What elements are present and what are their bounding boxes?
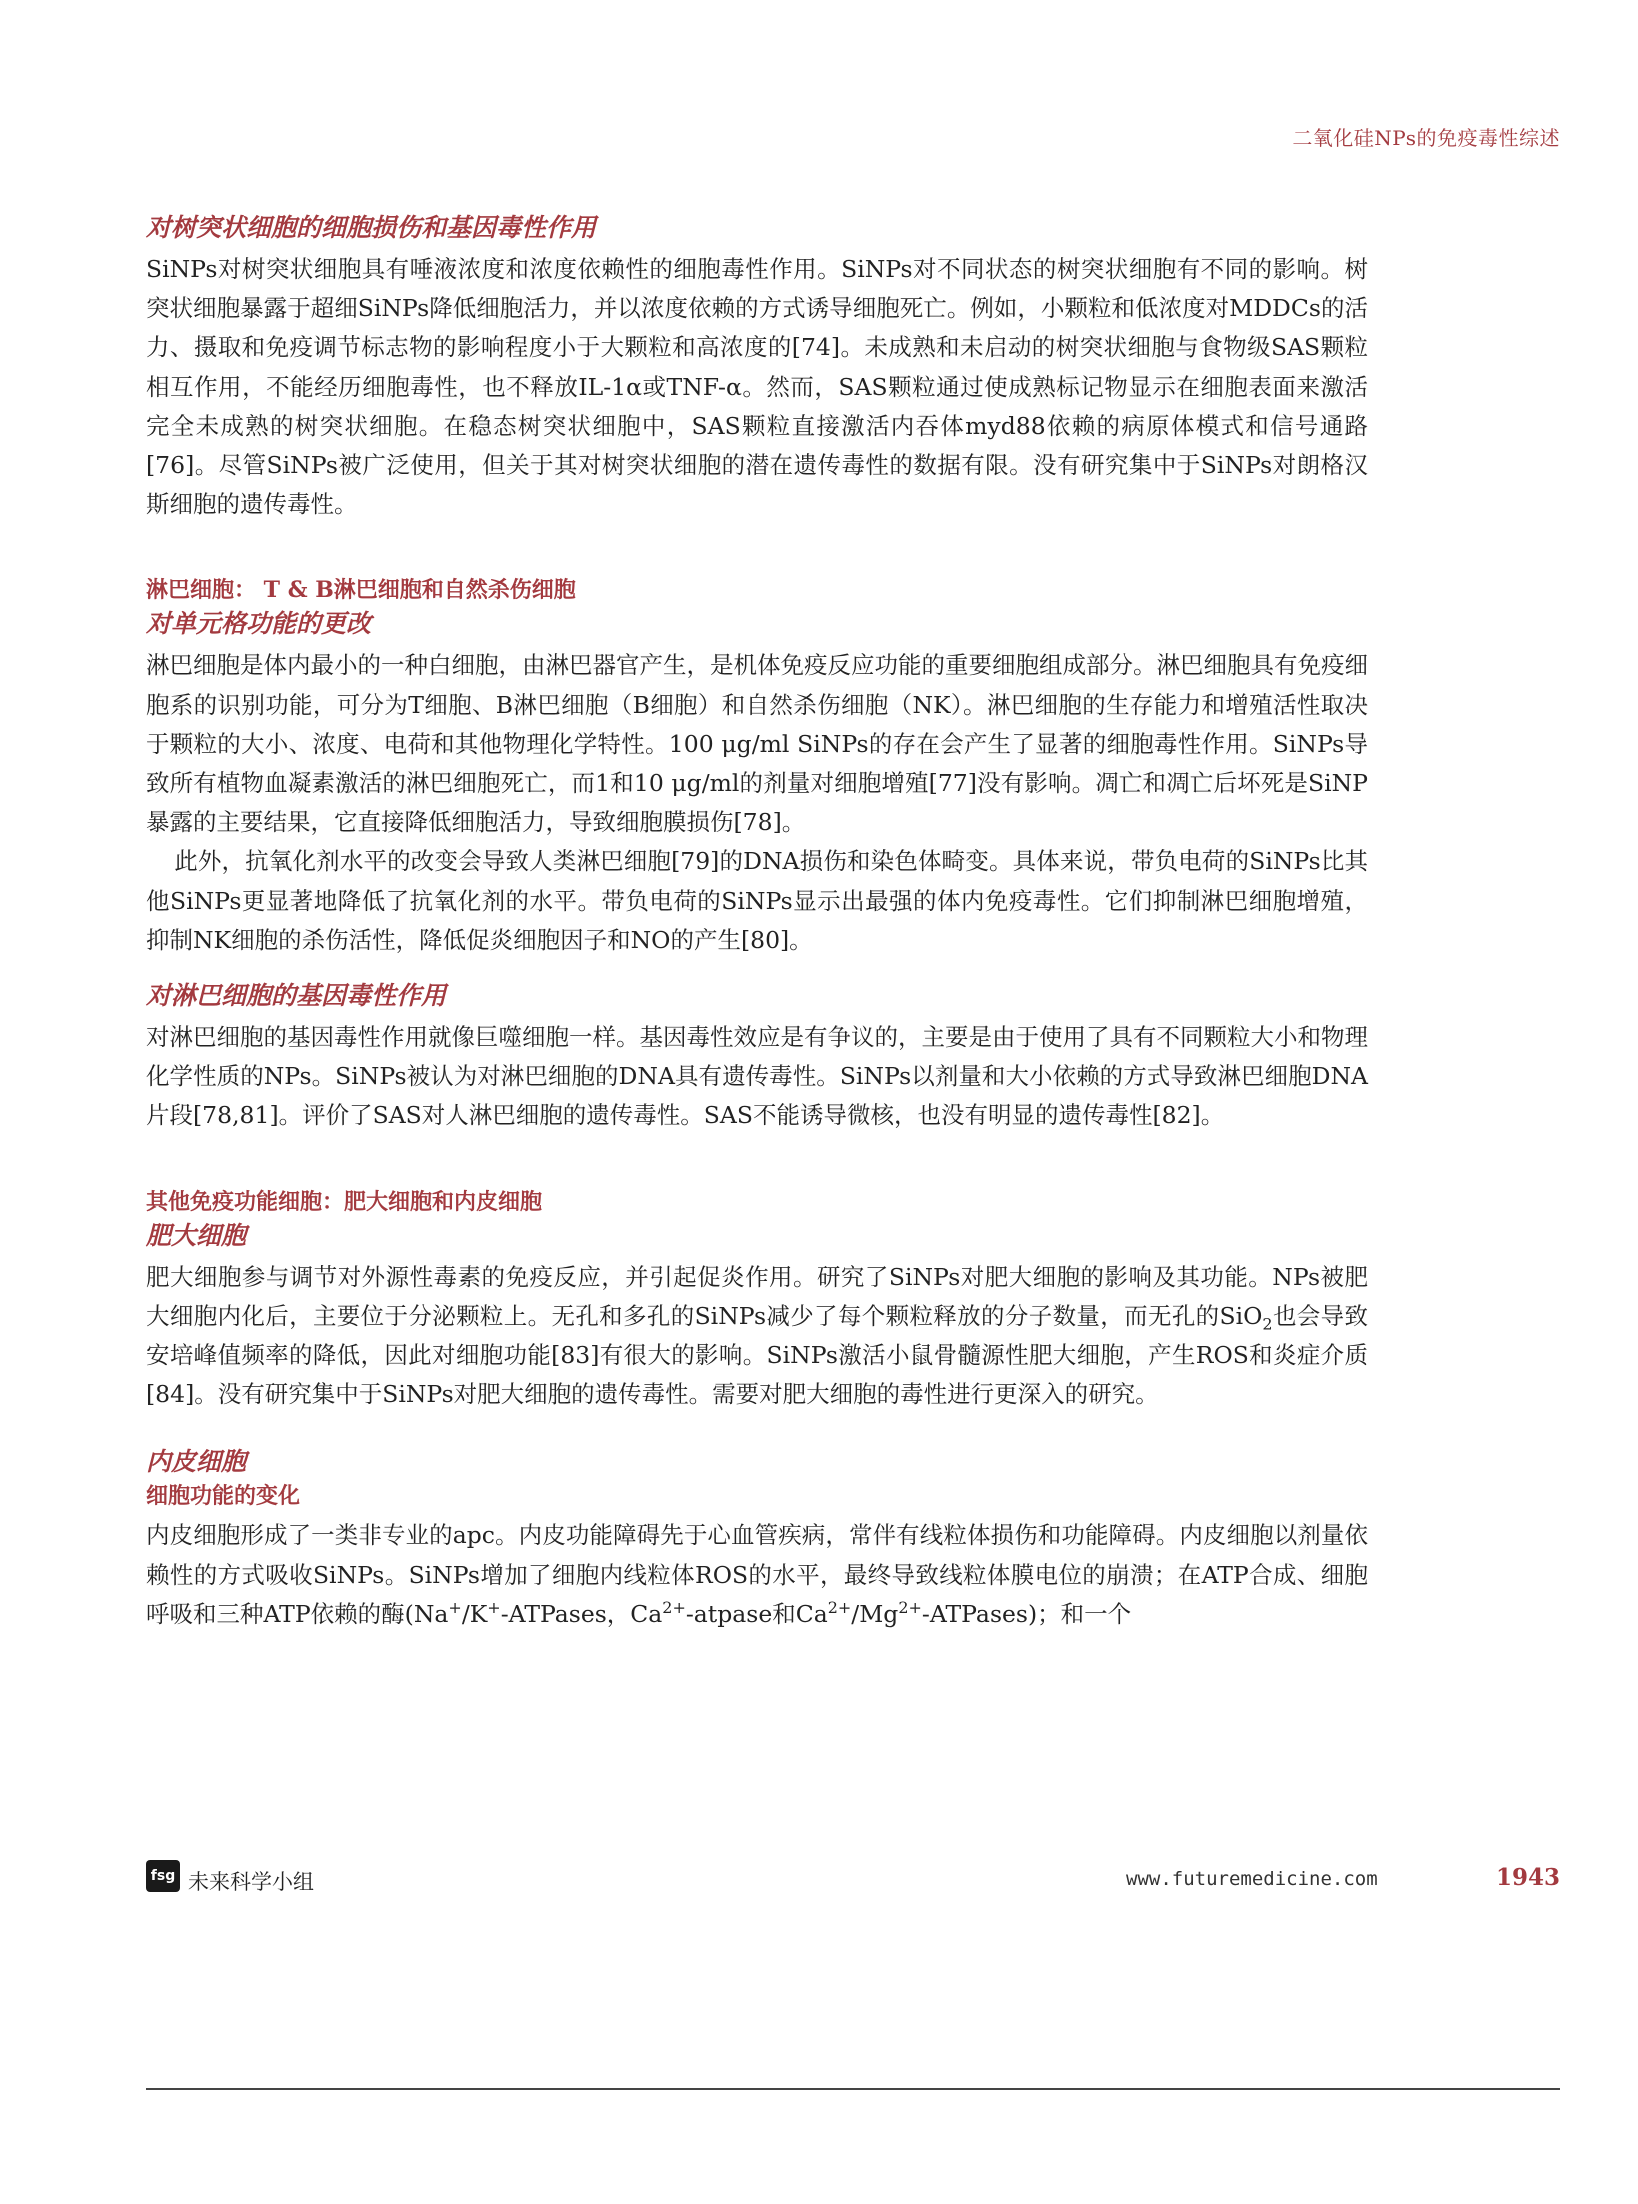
- heading-dendritic-cells: 对树突状细胞的细胞损伤和基因毒性作用: [146, 213, 597, 242]
- website-link[interactable]: www.futuremedicine.com: [1126, 1868, 1378, 1890]
- paragraph-lymphocytes-1: 淋巴细胞是体内最小的一种白细胞，由淋巴器官产生，是机体免疫反应功能的重要细胞组成部分。淋巴细胞具有免疫细胞系的识别功能，可分为T细胞、B淋巴细胞（B细胞）和自然杀伤细胞（NK）。淋巴细胞的生存能力和增殖活性取决于颗粒的大小、浓度、电荷和其他物理化学特性。100 μg/ml SiNPs的存在会产生了显著的细胞毒性作用。SiNPs导致所有植物血凝素激活的淋巴细胞死亡，而1和10 μg/ml的剂量对细胞增殖[77]没有影响。凋亡和凋亡后坏死是SiNP暴露的主要结果，它直接降低细胞活力，导致细胞膜损伤[78]。: [146, 651, 1368, 837]
- paragraph-mast-cells: 肥大细胞参与调节对外源性毒素的免疫反应，并引起促炎作用。研究了SiNPs对肥大细胞的影响及其功能。NPs被肥大细胞内化后，主要位于分泌颗粒上。无孔和多孔的SiNPs减少了每个颗粒释放的分子数量，而无孔的SiO$_2$也会导致安培峰值频率的降低，因此对细胞功能[83]有很大的影响。SiNPs激活小鼠骨髓源性肥大细胞，产生ROS和炎症介质[84]。没有研究集中于SiNPs对肥大细胞的遗传毒性。需要对肥大细胞的毒性进行更深入的研究。: [146, 1262, 1368, 1409]
- paragraph-lymphocytes-2: 此外，抗氧化剂水平的改变会导致人类淋巴细胞[79]的DNA损伤和染色体畸变。具体来说，带负电荷的SiNPs比其他SiNPs更显著地降低了抗氧化剂的水平。带负电荷的SiNPs显示出最强的体内免疫毒性。它们抑制淋巴细胞增殖，抑制NK细胞的杀伤活性，降低促炎细胞因子和NO的产生[80]。: [146, 847, 1368, 954]
- fsg-logo: fsg: [146, 1860, 180, 1892]
- publisher-name: 未来科学小组: [188, 1870, 314, 1894]
- heading-lymph-genotoxicity: 对淋巴细胞的基因毒性作用: [146, 981, 447, 1011]
- heading-cell-function: 对单元格功能的更改: [146, 609, 372, 639]
- paragraph-endothelial-cells: 内皮细胞形成了一类非专业的apc。内皮功能障碍先于心血管疾病，常伴有线粒体损伤和功能障碍。内皮细胞以剂量依赖性的方式吸收SiNPs。SiNPs增加了细胞内线粒体ROS的水平，最终导致线粒体膜电位的崩溃；在ATP合成、细胞呼吸和三种ATP依赖的酶(Na+/K+-ATPases，$Ca^{2+}$-atpase和$Ca^{2+}/Mg^{2+}-ATPases$)；和一个: [146, 1521, 1368, 1628]
- section-other-immune-cells: 其他免疫功能细胞：肥大细胞和内皮细胞: [146, 1188, 543, 1215]
- heading-mast-cells: 肥大细胞: [146, 1220, 247, 1250]
- running-title: 二氧化硅NPs的免疫毒性综述: [1292, 126, 1560, 150]
- heading-endothelial-cells: 内皮细胞: [146, 1447, 247, 1477]
- page-footer: [146, 1860, 1560, 1900]
- subheading-cell-function-changes: 细胞功能的变化: [146, 1483, 301, 1510]
- section-lymphocytes: 淋巴细胞： T & B淋巴细胞和自然杀伤细胞: [146, 577, 576, 604]
- page-number: 1943: [1495, 1864, 1560, 1891]
- footer-divider: [146, 2088, 1560, 2090]
- article-body: [146, 210, 1368, 1634]
- paragraph-dendritic-cells: SiNPs对树突状细胞具有唾液浓度和浓度依赖性的细胞毒性作用。SiNPs对不同状态的树突状细胞有不同的影响。树突状细胞暴露于超细SiNPs降低细胞活力，并以浓度依赖的方式诱导细胞死亡。例如，小颗粒和低浓度对MDDCs的活力、摄取和免疫调节标志物的影响程度小于大颗粒和高浓度的[74]。未成熟和未启动的树突状细胞与食物级SAS颗粒相互作用，不能经历细胞毒性，也不释放IL-1α或TNF-α。然而，SAS颗粒通过使成熟标记物显示在细胞表面来激活完全未成熟的树突状细胞。在稳态树突状细胞中，SAS颗粒直接激活内吞体myd88依赖的病原体模式和信号通路[76]。尽管SiNPs被广泛使用，但关于其对树突状细胞的潜在遗传毒性的数据有限。没有研究集中于SiNPs对朗格汉斯细胞的遗传毒性。: [146, 255, 1368, 519]
- paragraph-lymph-genotoxicity: 对淋巴细胞的基因毒性作用就像巨噬细胞一样。基因毒性效应是有争议的，主要是由于使用了具有不同颗粒大小和物理化学性质的NPs。SiNPs被认为对淋巴细胞的DNA具有遗传毒性。SiNPs以剂量和大小依赖的方式导致淋巴细胞DNA片段[78,81]。评价了SAS对人淋巴细胞的遗传毒性。SAS不能诱导微核，也没有明显的遗传毒性[82]。: [146, 1023, 1368, 1130]
